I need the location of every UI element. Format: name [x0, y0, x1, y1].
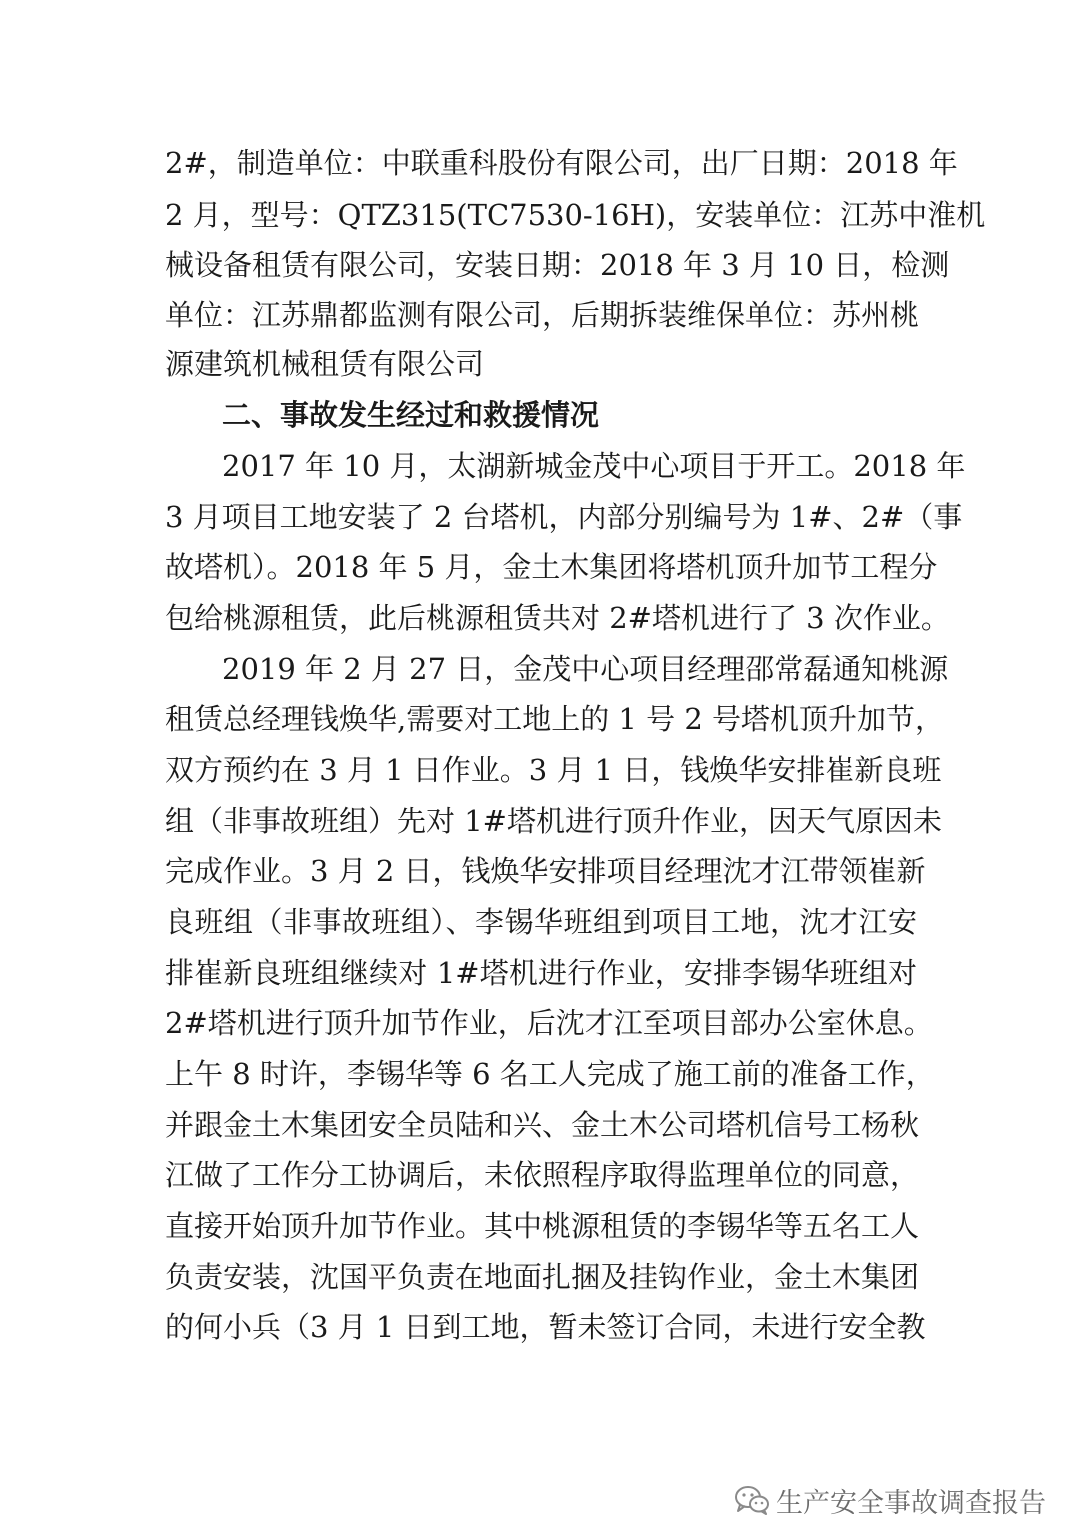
body-line: 直接开始顶升加节作业。其中桃源租赁的李锡华等五名工人: [165, 1209, 920, 1243]
body-line: 完成作业。3 月 2 日，钱焕华安排项目经理沈才江带领崔新: [165, 854, 926, 888]
wechat-icon: [734, 1485, 770, 1515]
body-line: 双方预约在 3 月 1 日作业。3 月 1 日，钱焕华安排崔新良班: [165, 753, 942, 787]
body-line: 良班组（非事故班组）、李锡华班组到项目工地，沈才江安: [165, 905, 917, 939]
body-line: 的何小兵（3 月 1 日到工地，暂未签订合同，未进行安全教: [165, 1310, 926, 1344]
body-line: 租赁总经理钱焕华,需要对工地上的 1 号 2 号塔机顶升加节，: [165, 702, 944, 736]
body-line: 上午 8 时许，李锡华等 6 名工人完成了施工前的准备工作，: [165, 1057, 935, 1091]
body-line: 2#塔机进行顶升加节作业，后沈才江至项目部办公室休息。: [165, 1006, 933, 1040]
body-line: 组（非事故班组）先对 1#塔机进行顶升作业，因天气原因未: [165, 804, 942, 838]
body-line: 源建筑机械租赁有限公司: [165, 347, 485, 381]
watermark-text: 生产安全事故调查报告: [776, 1487, 1046, 1519]
body-line: 2 月，型号：QTZ315(TC7530-16H)，安装单位：江苏中淮机: [165, 198, 986, 232]
body-line: 2017 年 10 月，太湖新城金茂中心项目于开工。2018 年: [222, 449, 966, 483]
watermark: [734, 1480, 1046, 1520]
body-line: 江做了工作分工协调后，未依照程序取得监理单位的同意，: [165, 1158, 920, 1192]
body-line: 2019 年 2 月 27 日，金茂中心项目经理邵常磊通知桃源: [222, 652, 949, 686]
body-line: 故塔机）。2018 年 5 月，金土木集团将塔机顶升加节工程分: [165, 550, 938, 584]
body-line: 包给桃源租赁，此后桃源租赁共对 2#塔机进行了 3 次作业。: [165, 601, 950, 635]
body-line: 并跟金土木集团安全员陆和兴、金土木公司塔机信号工杨秋: [165, 1108, 920, 1142]
body-line: 单位：江苏鼎都监测有限公司，后期拆装维保单位：苏州桃: [165, 298, 920, 332]
body-line: 械设备租赁有限公司，安装日期：2018 年 3 月 10 日，检测: [165, 248, 950, 282]
body-line: 负责安装，沈国平负责在地面扎捆及挂钩作业，金土木集团: [165, 1260, 920, 1294]
body-line: 2#，制造单位：中联重科股份有限公司，出厂日期：2018 年: [165, 146, 958, 180]
body-line: 3 月项目工地安装了 2 台塔机，内部分别编号为 1#、2#（事: [165, 500, 963, 534]
section-heading: 二、事故发生经过和救援情况: [222, 398, 600, 432]
body-line: 排崔新良班组继续对 1#塔机进行作业，安排李锡华班组对: [165, 956, 917, 990]
